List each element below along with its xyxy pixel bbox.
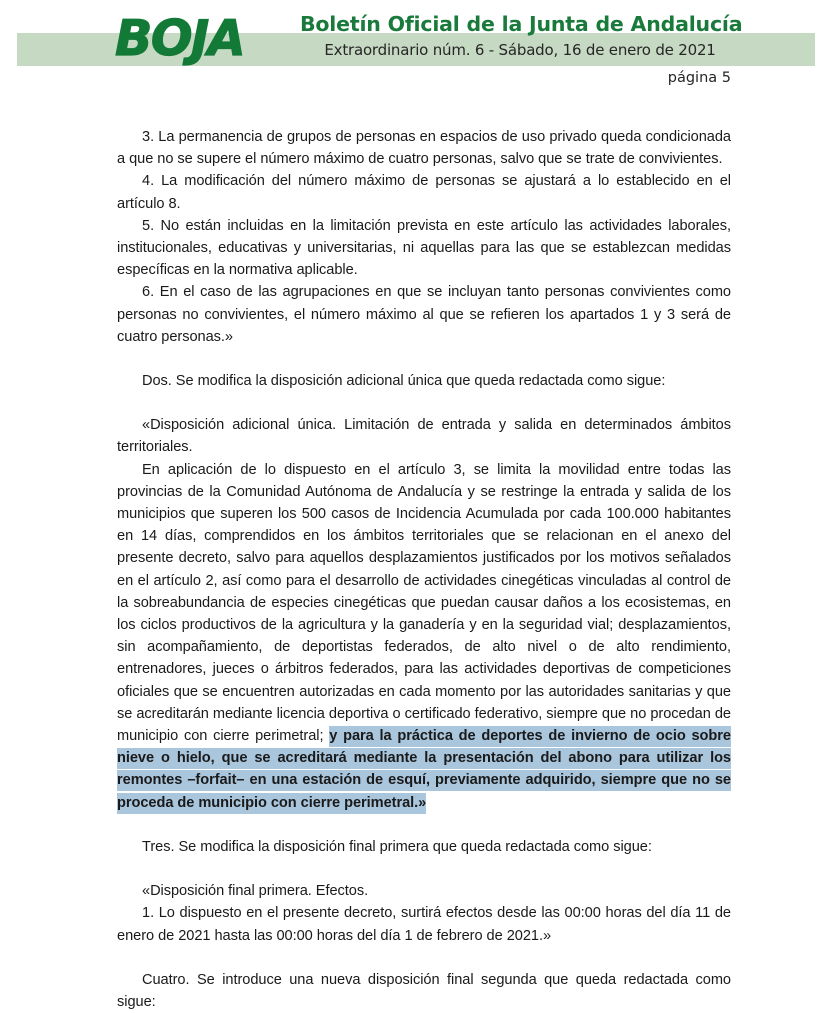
paragraph-tres: Tres. Se modifica la disposición final primera que queda redactada como sigue: xyxy=(142,838,652,855)
paragraph-disposicion-adicional-titulo: «Disposición adicional única. Limitación de entrada y salida en determinados ámbitos territoriales. xyxy=(117,417,731,456)
page-number-label: página 5 xyxy=(667,70,731,86)
paragraph-plain-text: En aplicación de lo dispuesto en el artículo 3, se limita la movilidad entre todas las provincias de la Comunidad Autónoma de Andalucía y se restringe la entrada y salida de los municipios que superen los 500 casos de Incidencia Acumulada por cada 100.000 habitantes en 14 días, comprendidos en los ámbitos territoriales que se relacionan en el anexo del presente decreto, salvo para aquellos desplazamientos justificados por los motivos señalados en el artículo 2, así como para el desarrollo de actividades cinegéticas vinculadas al control de la sobreabundancia de especies cinegéticas que puedan causar daños a los ecosistemas, en los ciclos productivos de la agricultura y la ganadería y en la seguridad vial; desplazamientos, sin acompañamiento, de deportistas federados, de alto nivel o de alto rendimiento, entrenadores, jueces o árbitros federados, para las actividades deportivas de competiciones oficiales que se encuentren autorizadas en cada momento por las autoridades sanitarias y que se acreditarán mediante licencia deportiva o certificado federativo, siempre que no procedan de municipio con cierre perimetral; xyxy=(117,461,731,745)
paragraph-dos: Dos. Se modifica la disposición adicional única que queda redactada como sigue: xyxy=(142,373,666,390)
paragraph-disposicion-adicional-cuerpo xyxy=(117,459,731,814)
paragraph-cuatro: Cuatro. Se introduce una nueva disposición final segunda que queda redactada como sigue: xyxy=(117,971,731,1010)
paragraph-item-4: 4. La modificación del número máximo de personas se ajustará a lo establecido en el artículo 8. xyxy=(117,173,731,212)
highlighted-text-passage: y para la práctica de deportes de invierno de ocio sobre nieve o hielo, que se acreditará mediante la presentación del abono para utilizar los remontes –forfait– en una estación de esquí, previamente adquirido, siempre que no se proceda de municipio con cierre perimetral.» xyxy=(117,726,731,814)
paragraph-item-3: 3. La permanencia de grupos de personas en espacios de uso privado queda condicionada a que no se supere el número máximo de cuatro personas, salvo que se trate de convivientes. xyxy=(117,129,731,168)
paragraph-item-6: 6. En el caso de las agrupaciones en que se incluyan tanto personas convivientes como personas no convivientes, el número máximo al que se refieren los apartados 1 y 3 será de cuatro personas.» xyxy=(117,284,731,345)
paragraph-disposicion-final-item-1: 1. Lo dispuesto en el presente decreto, surtirá efectos desde las 00:00 horas del día 11 de enero de 2021 hasta las 00:00 horas del día 1 de febrero de 2021.» xyxy=(117,905,731,944)
paragraph-item-5: 5. No están incluidas en la limitación prevista en este artículo las actividades laborales, institucionales, educativas y universitarias, ni aquellas para las que se establezcan medidas específicas en la normativa aplicable. xyxy=(117,217,731,279)
paragraph-disposicion-final-titulo: «Disposición final primera. Efectos. xyxy=(142,883,369,900)
document-body xyxy=(117,126,731,1013)
masthead-header xyxy=(0,0,830,100)
bulletin-issue-subtitle: Extraordinario núm. 6 - Sábado, 16 de enero de 2021 xyxy=(324,41,716,59)
boja-logo: BOJA xyxy=(115,10,245,67)
bulletin-title: Boletín Oficial de la Junta de Andalucía xyxy=(300,12,743,36)
